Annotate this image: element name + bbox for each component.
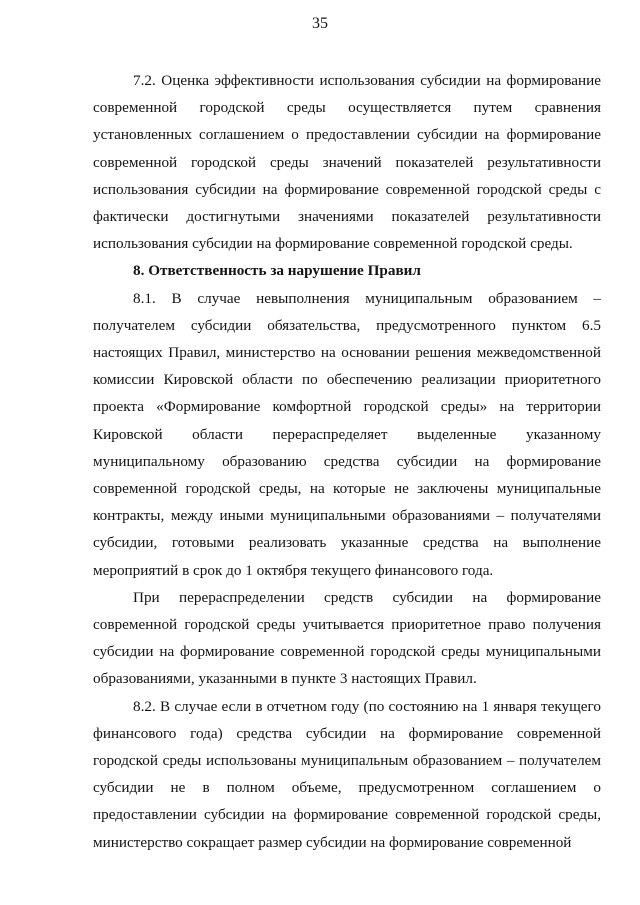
- paragraph-8-2: 8.2. В случае если в отчетном году (по состоянию на 1 января текущего финансового года) средства субсидии на формирование современной городской среды использованы муниципальным образованием – получателем субсидии не в полном объеме, предусмотренном соглашением о предоставлении субсидии на формирование современной городской среды, министерство сокращает размер субсидии на формирование современной: [93, 697, 601, 851]
- document-body: [93, 67, 601, 856]
- paragraph-8-1-redistribution: При перераспределении средств субсидии на формирование современной городской среды учитывается приоритетное право получения субсидии на формирование современной городской среды муниципальными образованиями, указанными в пункте 3 настоящих Правил.: [93, 588, 601, 688]
- paragraph-7-2: 7.2. Оценка эффективности использования субсидии на формирование современной городской среды осуществляется путем сравнения установленных соглашением о предоставлении субсидии на формирование современной городской среды значений показателей результативности использования субсидии на формирование современной городской среды с фактически достигнутыми значениями показателей результативности использования субсидии на формирование современной городской среды.: [93, 72, 601, 253]
- page-number: 35: [312, 15, 328, 32]
- paragraph-8-1: 8.1. В случае невыполнения муниципальным образованием – получателем субсидии обязательства, предусмотренного пунктом 6.5 настоящих Правил, министерство на основании решения межведомственной комиссии Кировской области по обеспечению реализации приоритетного проекта «Формирование комфортной городской среды» на территории Кировской области перераспределяет выделенные указанному муниципальному образованию средства субсидии на формирование современной городской среды, на которые не заключены муниципальные контракты, между иными муниципальными образованиями – получателями субсидии, готовыми реализовать указанные средства на выполнение мероприятий в срок до 1 октября текущего финансового года.: [93, 289, 601, 579]
- section-8-heading: 8. Ответственность за нарушение Правил: [133, 262, 421, 280]
